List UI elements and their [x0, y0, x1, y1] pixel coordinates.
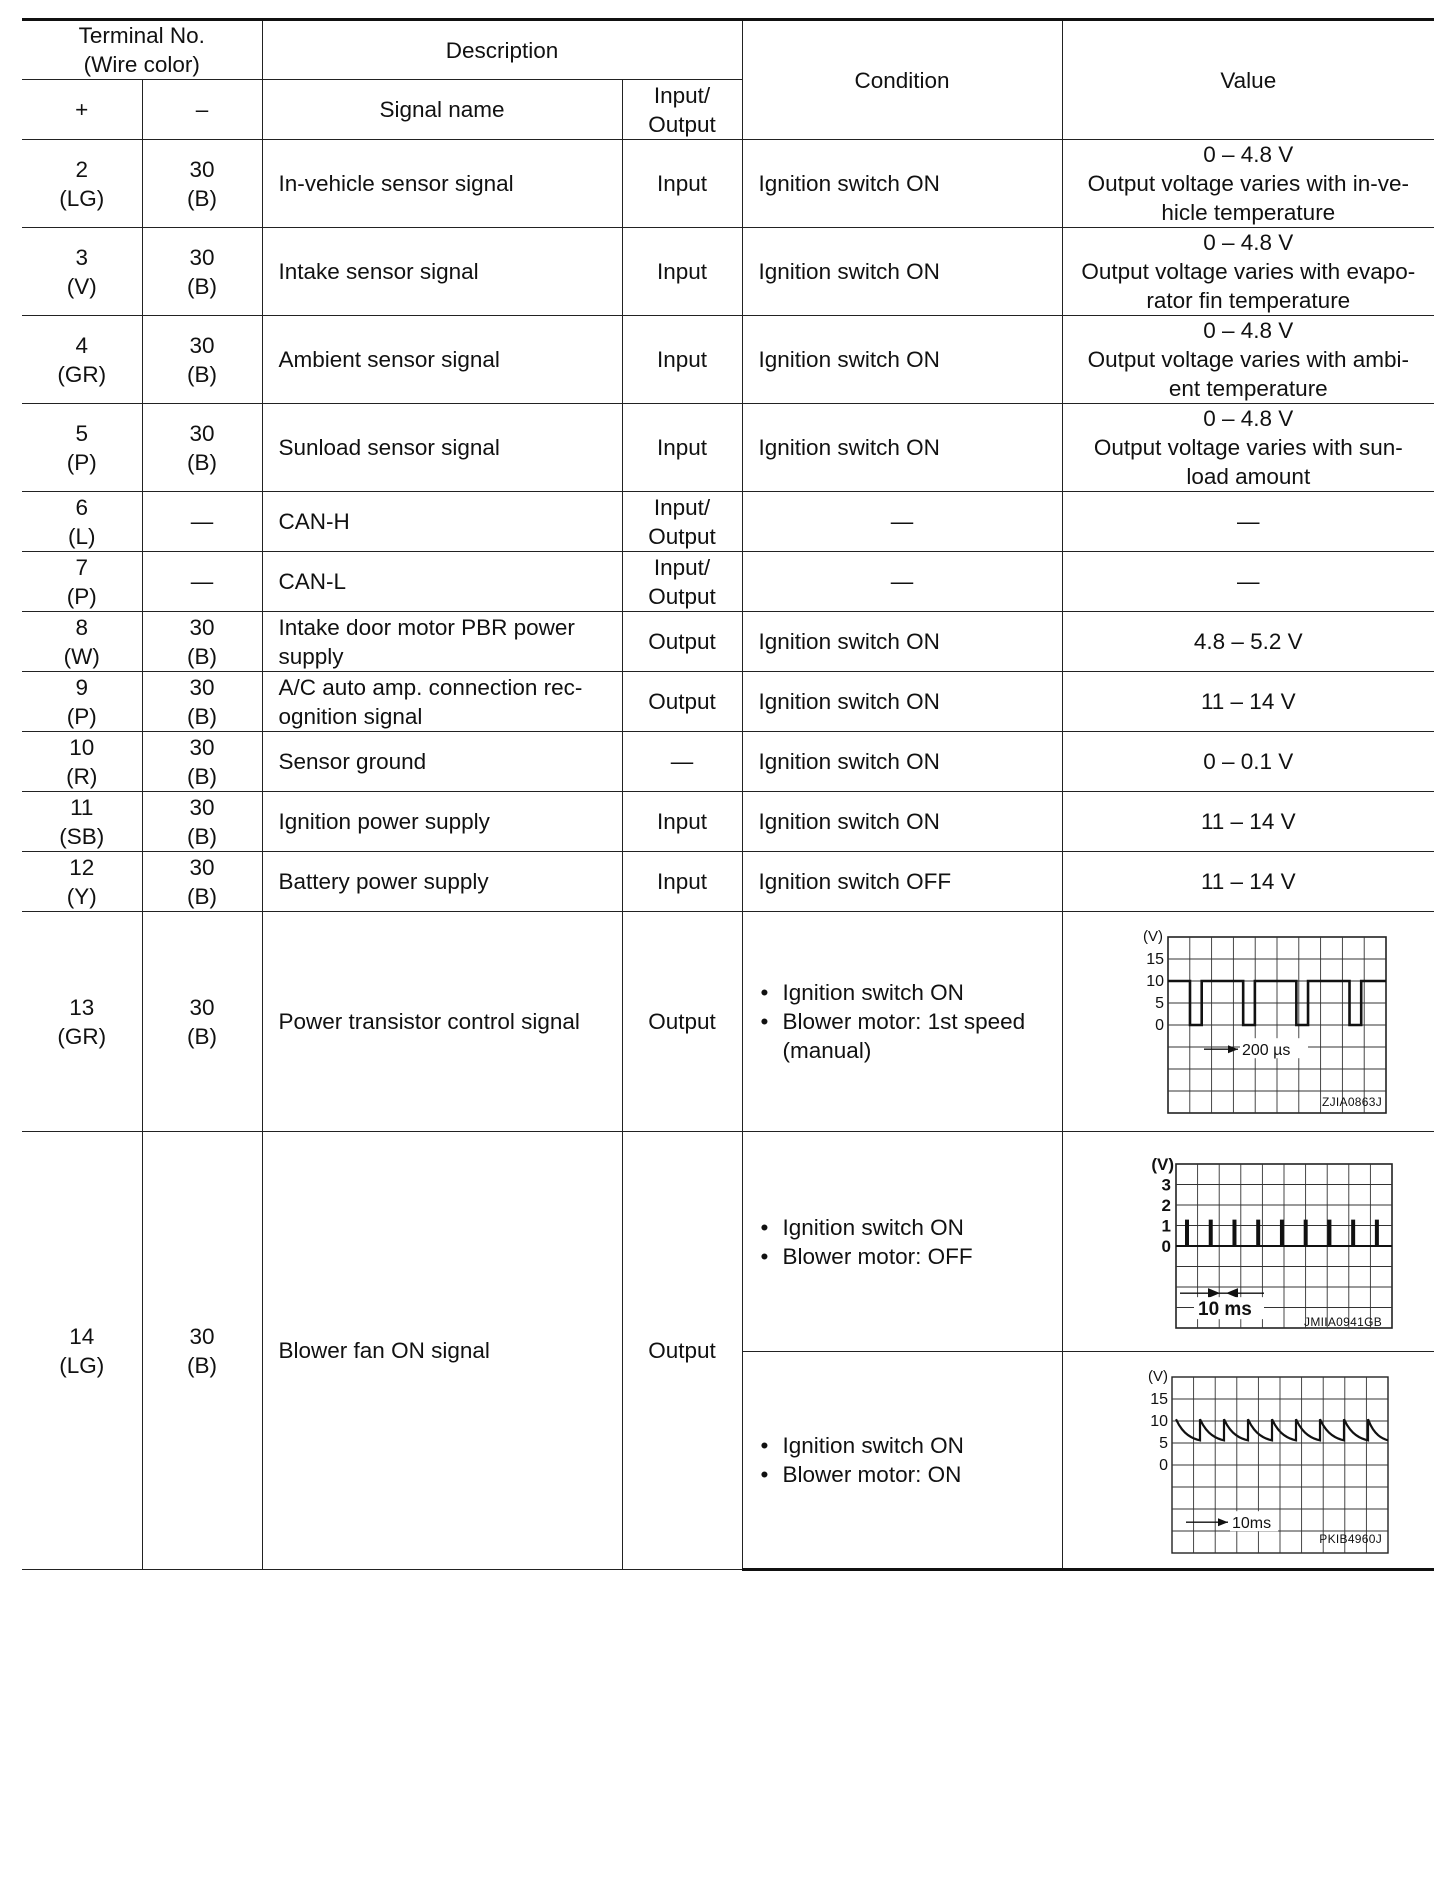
table-row: [22, 140, 1434, 228]
figure-id: ZJIA0863J: [1321, 1095, 1383, 1109]
input-output: Input: [622, 404, 742, 492]
condition: —: [742, 552, 1062, 612]
signal-name: Sunload sensor signal: [262, 404, 622, 492]
tick-label: 0: [1155, 1016, 1165, 1034]
terminal-negative: 30 (B): [142, 852, 262, 912]
signal-name: A/C auto amp. connection rec- ognition signal: [262, 672, 622, 732]
table-row: [22, 492, 1434, 552]
input-output: Output: [622, 612, 742, 672]
input-output: Input: [622, 852, 742, 912]
table-row: [22, 912, 1434, 1132]
input-output: Output: [622, 1132, 742, 1570]
terminal-positive: 14 (LG): [22, 1132, 142, 1570]
table-row: [22, 732, 1434, 792]
table-row: [22, 1132, 1434, 1352]
table-row: [22, 852, 1434, 912]
table-row: [22, 228, 1434, 316]
value: 11 – 14 V: [1062, 672, 1434, 732]
terminal-negative: 30 (B): [142, 1132, 262, 1570]
terminal-negative: 30 (B): [142, 612, 262, 672]
terminal-table: [22, 18, 1434, 1571]
terminal-negative: 30 (B): [142, 404, 262, 492]
input-output: Input/ Output: [622, 492, 742, 552]
table-row: [22, 672, 1434, 732]
condition-list: • Ignition switch ON • Blower motor: OFF: [759, 1213, 1054, 1271]
header-input-output: Input/ Output: [622, 80, 742, 140]
terminal-positive: 2 (LG): [22, 140, 142, 228]
table-row: [22, 612, 1434, 672]
value: 0 – 4.8 V Output voltage varies with sun- load amount: [1062, 404, 1434, 492]
input-output: —: [622, 732, 742, 792]
condition: Ignition switch ON: [742, 672, 1062, 732]
condition: Ignition switch ON: [742, 140, 1062, 228]
signal-name: Intake door motor PBR power supply: [262, 612, 622, 672]
value: 4.8 – 5.2 V: [1062, 612, 1434, 672]
terminal-negative: 30 (B): [142, 912, 262, 1132]
value-waveform-cell: [1062, 1352, 1434, 1570]
span-label: 200 µs: [1242, 1041, 1291, 1059]
value: —: [1062, 492, 1434, 552]
axis-unit: (V): [1148, 1368, 1169, 1385]
signal-name: Sensor ground: [262, 732, 622, 792]
terminal-positive: 12 (Y): [22, 852, 142, 912]
terminal-positive: 6 (L): [22, 492, 142, 552]
value-waveform-cell: [1062, 912, 1434, 1132]
condition: Ignition switch ON: [742, 732, 1062, 792]
signal-name: Intake sensor signal: [262, 228, 622, 316]
condition: Ignition switch ON: [742, 792, 1062, 852]
condition-list: • Ignition switch ON • Blower motor: ON: [759, 1431, 1054, 1489]
input-output: Input/ Output: [622, 552, 742, 612]
tick-label: 10: [1150, 1413, 1169, 1430]
input-output: Output: [622, 912, 742, 1132]
value: 11 – 14 V: [1062, 852, 1434, 912]
header-plus: +: [22, 80, 142, 140]
input-output: Output: [622, 672, 742, 732]
tick-label: 0: [1159, 1457, 1169, 1474]
value: 11 – 14 V: [1062, 792, 1434, 852]
tick-label: 5: [1155, 994, 1165, 1012]
terminal-positive: 9 (P): [22, 672, 142, 732]
terminal-negative: 30 (B): [142, 732, 262, 792]
tick-label: 10: [1146, 972, 1165, 990]
value: 0 – 4.8 V Output voltage varies with evapo- rator fin temperature: [1062, 228, 1434, 316]
tick-label: 2: [1161, 1195, 1172, 1215]
figure-id: JMIIA0941GB: [1304, 1315, 1383, 1329]
condition: [742, 1352, 1062, 1570]
value: 0 – 4.8 V Output voltage varies with ambi- ent temperature: [1062, 316, 1434, 404]
terminal-negative: —: [142, 552, 262, 612]
figure-id: PKIB4960J: [1319, 1532, 1383, 1546]
condition: Ignition switch ON: [742, 228, 1062, 316]
signal-trace: [1176, 1419, 1388, 1440]
condition: [742, 912, 1062, 1132]
terminal-positive: 3 (V): [22, 228, 142, 316]
input-output: Input: [622, 792, 742, 852]
span-label: 10ms: [1232, 1515, 1272, 1533]
header-value: Value: [1062, 20, 1434, 140]
header-condition: Condition: [742, 20, 1062, 140]
value: 0 – 4.8 V Output voltage varies with in-ve- hicle temperature: [1062, 140, 1434, 228]
table-row: [22, 792, 1434, 852]
signal-name: Blower fan ON signal: [262, 1132, 622, 1570]
header-minus: –: [142, 80, 262, 140]
table-row: [22, 404, 1434, 492]
condition: Ignition switch ON: [742, 316, 1062, 404]
terminal-negative: 30 (B): [142, 228, 262, 316]
table-row: [22, 316, 1434, 404]
waveform-blower-off: [1098, 1152, 1398, 1332]
terminal-positive: 8 (W): [22, 612, 142, 672]
signal-name: Ignition power supply: [262, 792, 622, 852]
terminal-negative: 30 (B): [142, 672, 262, 732]
value: 0 – 0.1 V: [1062, 732, 1434, 792]
header-terminal-no: Terminal No. (Wire color): [22, 20, 262, 80]
span-arrowhead: [1226, 1288, 1238, 1298]
terminal-positive: 7 (P): [22, 552, 142, 612]
tick-label: 5: [1159, 1435, 1169, 1452]
condition-list: • Ignition switch ON • Blower motor: 1st speed (manual): [759, 978, 1054, 1065]
span-arrowhead: [1208, 1288, 1220, 1298]
condition: Ignition switch OFF: [742, 852, 1062, 912]
value: —: [1062, 552, 1434, 612]
terminal-positive: 10 (R): [22, 732, 142, 792]
tick-label: 0: [1161, 1236, 1172, 1256]
signal-name: Battery power supply: [262, 852, 622, 912]
axis-unit: (V): [1143, 927, 1164, 945]
table-row: [22, 552, 1434, 612]
input-output: Input: [622, 140, 742, 228]
input-output: Input: [622, 228, 742, 316]
terminal-positive: 4 (GR): [22, 316, 142, 404]
input-output: Input: [622, 316, 742, 404]
tick-label: 1: [1161, 1216, 1172, 1235]
terminal-negative: 30 (B): [142, 792, 262, 852]
signal-name: In-vehicle sensor signal: [262, 140, 622, 228]
value-waveform-cell: [1062, 1132, 1434, 1352]
terminal-positive: 11 (SB): [22, 792, 142, 852]
terminal-negative: 30 (B): [142, 316, 262, 404]
header-description: Description: [262, 20, 742, 80]
terminal-positive: 5 (P): [22, 404, 142, 492]
span-arrowhead: [1218, 1518, 1228, 1526]
signal-name: Ambient sensor signal: [262, 316, 622, 404]
tick-label: 15: [1146, 950, 1165, 968]
terminal-positive: 13 (GR): [22, 912, 142, 1132]
tick-label: 15: [1150, 1391, 1169, 1408]
signal-name: Power transistor control signal: [262, 912, 622, 1132]
tick-label: 3: [1161, 1175, 1172, 1194]
condition: Ignition switch ON: [742, 404, 1062, 492]
span-label: 10 ms: [1198, 1298, 1253, 1320]
terminal-negative: —: [142, 492, 262, 552]
axis-unit: (V): [1151, 1154, 1175, 1174]
terminal-negative: 30 (B): [142, 140, 262, 228]
condition: —: [742, 492, 1062, 552]
header-signal-name: Signal name: [262, 80, 622, 140]
signal-name: CAN-H: [262, 492, 622, 552]
condition: [742, 1132, 1062, 1352]
condition: Ignition switch ON: [742, 612, 1062, 672]
signal-name: CAN-L: [262, 552, 622, 612]
